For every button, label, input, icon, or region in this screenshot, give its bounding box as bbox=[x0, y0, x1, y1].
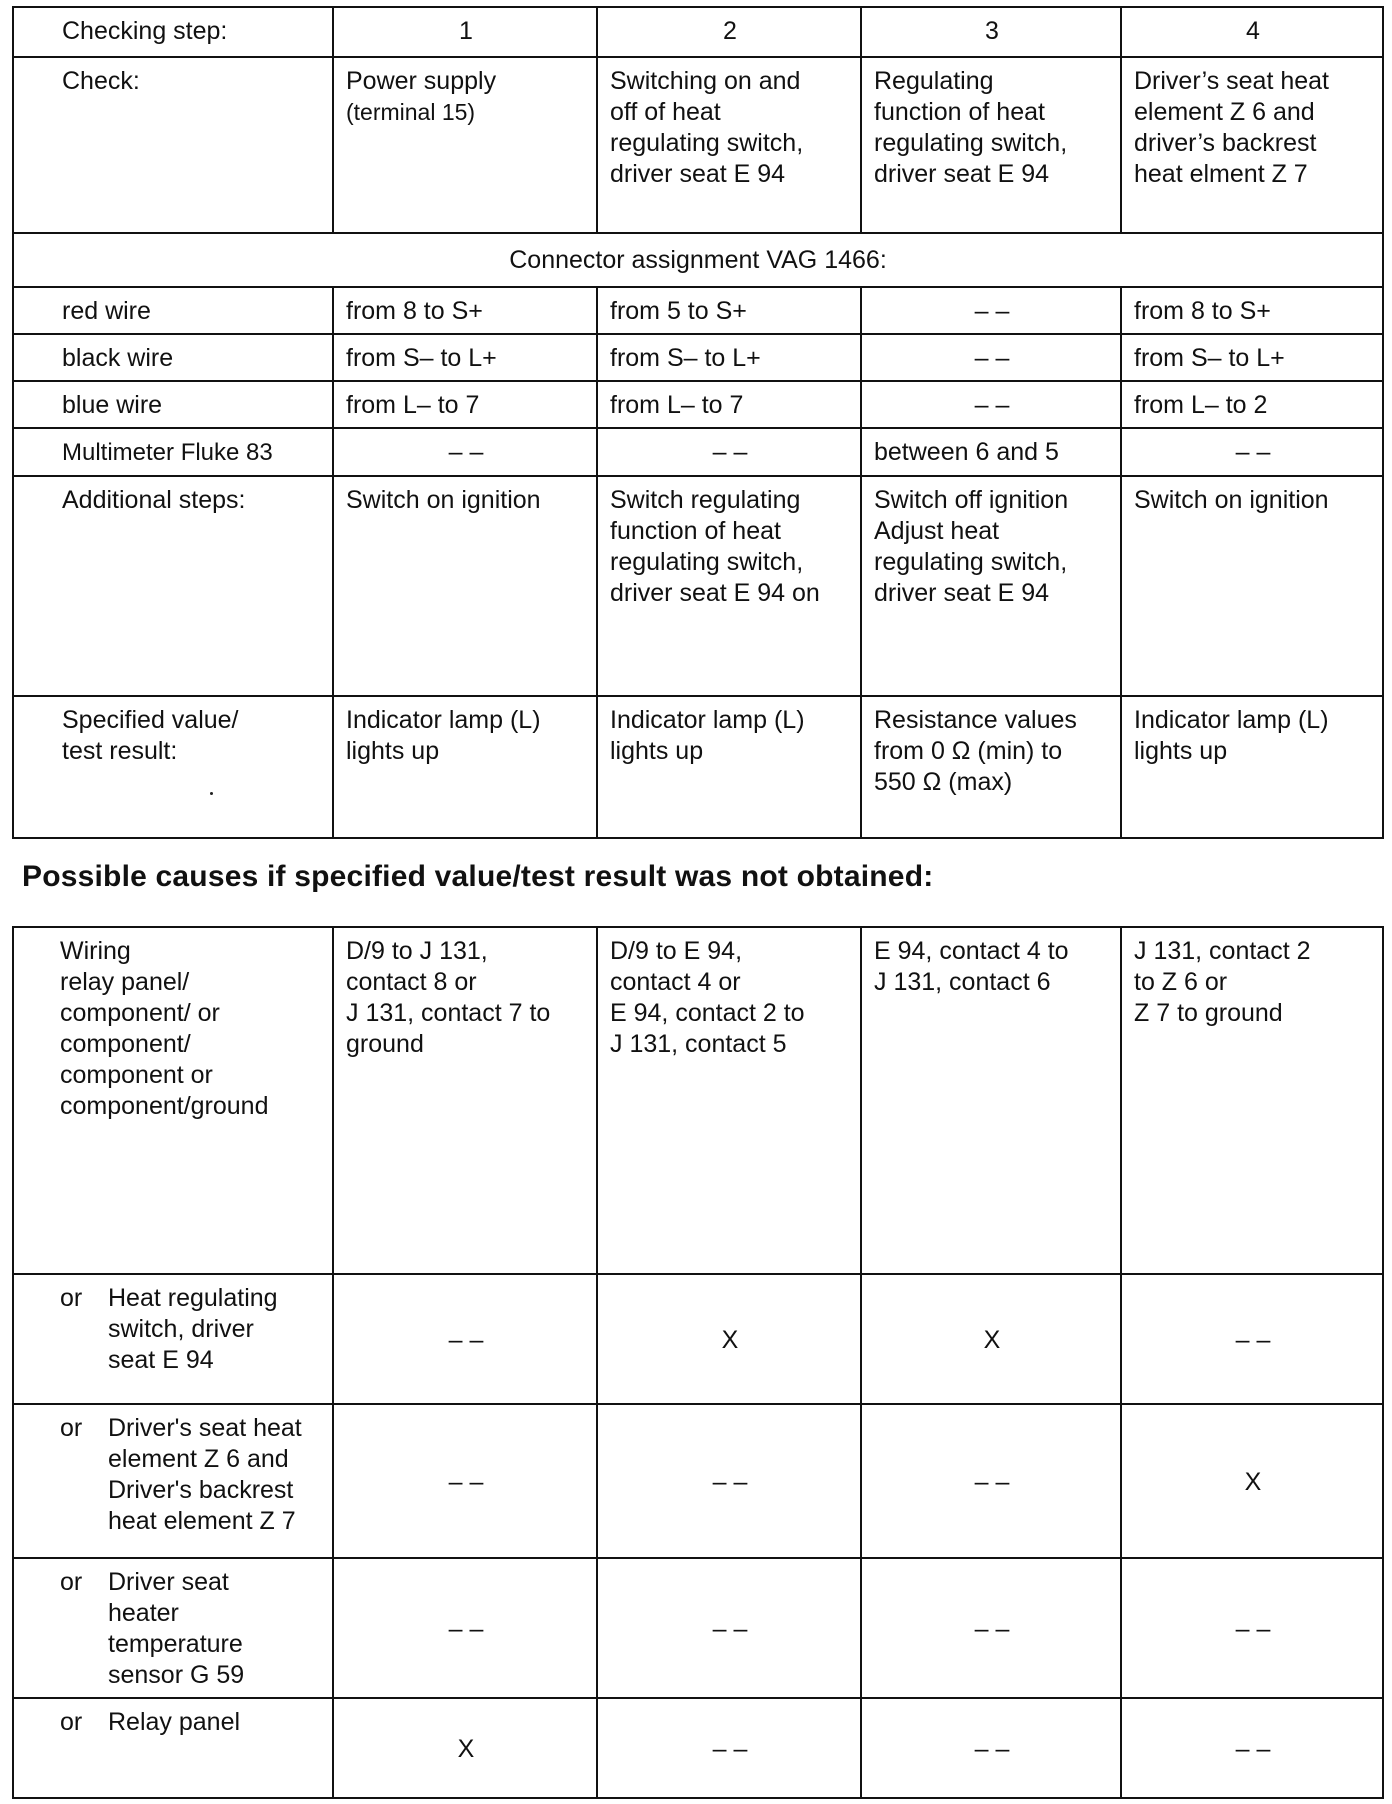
test-procedure-table bbox=[12, 6, 1384, 839]
specified-value-step-3-line: from 0 Ω (min) to bbox=[874, 737, 1063, 765]
check-step-3 bbox=[861, 57, 1121, 233]
additional-step-3-line: Adjust heat bbox=[874, 517, 1000, 545]
red-wire-step-2: from 5 to S+ bbox=[597, 287, 861, 334]
cause-label-line: Heat regulating bbox=[108, 1284, 278, 1312]
or-word: or bbox=[60, 1568, 83, 1596]
check-step-3-line: Regulating bbox=[874, 67, 994, 95]
heat-element-step-4: X bbox=[1121, 1404, 1383, 1558]
wiring-step-3 bbox=[861, 927, 1121, 1274]
temp-sensor-step-2: – – bbox=[597, 1558, 861, 1698]
check-step-1 bbox=[333, 57, 597, 233]
multimeter-step-3: between 6 and 5 bbox=[861, 428, 1121, 476]
red-wire-step-3: – – bbox=[861, 287, 1121, 334]
wiring-step-2-line: D/9 to E 94, bbox=[610, 937, 743, 965]
blue-wire-step-1: from L– to 7 bbox=[333, 381, 597, 428]
check-step-1-line: (terminal 15) bbox=[346, 99, 476, 125]
red-wire-label: red wire bbox=[13, 287, 333, 334]
wiring-step-4 bbox=[1121, 927, 1383, 1274]
specified-value-step-3-line: 550 Ω (max) bbox=[874, 768, 1013, 796]
heat-switch-step-2: X bbox=[597, 1274, 861, 1404]
additional-step-2 bbox=[597, 476, 861, 696]
cause-label-line: temperature bbox=[108, 1630, 243, 1658]
cause-label-line: switch, driver bbox=[108, 1315, 254, 1343]
wiring-step-1-line: contact 8 or bbox=[346, 968, 477, 996]
specified-value-step-3-line: Resistance values bbox=[874, 706, 1077, 734]
cause-label-line: Driver's seat heat bbox=[108, 1414, 302, 1442]
wiring-label-line: component or bbox=[60, 1061, 213, 1089]
check-step-2-line: off of heat bbox=[610, 98, 721, 126]
additional-step-3-line: regulating switch, bbox=[874, 548, 1068, 576]
checking-step-label: Checking step: bbox=[13, 7, 333, 57]
multimeter-step-2: – – bbox=[597, 428, 861, 476]
step-3-header: 3 bbox=[861, 7, 1121, 57]
black-wire-step-1: from S– to L+ bbox=[333, 334, 597, 381]
cause-label-temp-sensor bbox=[13, 1558, 333, 1698]
additional-step-1 bbox=[333, 476, 597, 696]
cause-label-line: Relay panel bbox=[108, 1708, 241, 1736]
multimeter-step-4: – – bbox=[1121, 428, 1383, 476]
cause-label-heat-switch bbox=[13, 1274, 333, 1404]
possible-causes-table bbox=[12, 926, 1384, 1799]
specified-value-step-3 bbox=[861, 696, 1121, 838]
heat-element-step-3: – – bbox=[861, 1404, 1121, 1558]
blue-wire-label: blue wire bbox=[13, 381, 333, 428]
additional-step-3-line: Switch off ignition bbox=[874, 486, 1069, 514]
wiring-step-1-line: D/9 to J 131, bbox=[346, 937, 488, 965]
heat-element-step-2: – – bbox=[597, 1404, 861, 1558]
specified-value-row bbox=[13, 696, 1383, 838]
check-step-2-line: driver seat E 94 bbox=[610, 160, 786, 188]
cause-label-relay-panel bbox=[13, 1698, 333, 1798]
temp-sensor-step-4: – – bbox=[1121, 1558, 1383, 1698]
connector-title-row bbox=[13, 233, 1383, 287]
black-wire-step-4: from S– to L+ bbox=[1121, 334, 1383, 381]
multimeter-label: Multimeter Fluke 83 bbox=[13, 428, 333, 476]
wiring-step-1-line: ground bbox=[346, 1030, 424, 1058]
possible-causes-heading: Possible causes if specified value/test result was not obtained: bbox=[22, 860, 934, 893]
check-step-3-line: driver seat E 94 bbox=[874, 160, 1050, 188]
or-word: or bbox=[60, 1284, 83, 1312]
multimeter-row bbox=[13, 428, 1383, 476]
connector-assignment-title: Connector assignment VAG 1466: bbox=[13, 233, 1383, 287]
check-step-2-line: regulating switch, bbox=[610, 129, 804, 157]
check-step-2 bbox=[597, 57, 861, 233]
heat-switch-step-3: X bbox=[861, 1274, 1121, 1404]
cause-row-heat-element bbox=[13, 1404, 1383, 1558]
wiring-step-1 bbox=[333, 927, 597, 1274]
red-wire-row bbox=[13, 287, 1383, 334]
check-row bbox=[13, 57, 1383, 233]
specified-value-step-4-line: lights up bbox=[1134, 737, 1228, 765]
black-wire-row bbox=[13, 334, 1383, 381]
heat-element-step-1: – – bbox=[333, 1404, 597, 1558]
cause-label-line: heat element Z 7 bbox=[108, 1507, 296, 1535]
additional-step-4 bbox=[1121, 476, 1383, 696]
or-word: or bbox=[60, 1414, 83, 1442]
wiring-label bbox=[13, 927, 333, 1274]
check-label: Check: bbox=[13, 57, 333, 233]
check-step-4-line: element Z 6 and bbox=[1134, 98, 1315, 126]
wiring-label-line: component/ground bbox=[60, 1092, 269, 1120]
step-4-header: 4 bbox=[1121, 7, 1383, 57]
cause-label-heat-element bbox=[13, 1404, 333, 1558]
blue-wire-step-3: – – bbox=[861, 381, 1121, 428]
temp-sensor-step-1: – – bbox=[333, 1558, 597, 1698]
check-step-3-line: function of heat bbox=[874, 98, 1045, 126]
wiring-step-2-line: contact 4 or bbox=[610, 968, 741, 996]
check-step-4-line: heat elment Z 7 bbox=[1134, 160, 1308, 188]
additional-step-2-line: function of heat bbox=[610, 517, 781, 545]
specified-value-step-1 bbox=[333, 696, 597, 838]
specified-value-step-4 bbox=[1121, 696, 1383, 838]
stray-dot bbox=[210, 792, 213, 795]
red-wire-step-1: from 8 to S+ bbox=[333, 287, 597, 334]
black-wire-step-2: from S– to L+ bbox=[597, 334, 861, 381]
specified-value-label-line: Specified value/ bbox=[62, 706, 239, 734]
relay-panel-step-3: – – bbox=[861, 1698, 1121, 1798]
relay-panel-step-1: X bbox=[333, 1698, 597, 1798]
wiring-step-3-line: E 94, contact 4 to bbox=[874, 937, 1069, 965]
additional-step-2-line: Switch regulating bbox=[610, 486, 801, 514]
wiring-step-2-line: J 131, contact 5 bbox=[610, 1030, 787, 1058]
check-step-4 bbox=[1121, 57, 1383, 233]
blue-wire-step-2: from L– to 7 bbox=[597, 381, 861, 428]
wiring-row bbox=[13, 927, 1383, 1274]
multimeter-step-1: – – bbox=[333, 428, 597, 476]
cause-label-line: Driver's backrest bbox=[108, 1476, 294, 1504]
heat-switch-step-4: – – bbox=[1121, 1274, 1383, 1404]
wiring-step-4-line: to Z 6 or bbox=[1134, 968, 1228, 996]
wiring-label-line: Wiring bbox=[60, 937, 131, 965]
wiring-step-1-line: J 131, contact 7 to bbox=[346, 999, 551, 1027]
blue-wire-step-4: from L– to 2 bbox=[1121, 381, 1383, 428]
additional-step-4-line: Switch on ignition bbox=[1134, 486, 1329, 514]
check-step-4-line: Driver’s seat heat bbox=[1134, 67, 1329, 95]
specified-value-step-4-line: Indicator lamp (L) bbox=[1134, 706, 1329, 734]
wiring-step-3-line: J 131, contact 6 bbox=[874, 968, 1051, 996]
specified-value-label-line: test result: bbox=[62, 737, 178, 765]
relay-panel-step-4: – – bbox=[1121, 1698, 1383, 1798]
specified-value-label bbox=[13, 696, 333, 838]
red-wire-step-4: from 8 to S+ bbox=[1121, 287, 1383, 334]
check-step-3-line: regulating switch, bbox=[874, 129, 1068, 157]
cause-label-line: Driver seat bbox=[108, 1568, 229, 1596]
black-wire-label: black wire bbox=[13, 334, 333, 381]
cause-row-heat-switch bbox=[13, 1274, 1383, 1404]
additional-steps-row bbox=[13, 476, 1383, 696]
step-1-header: 1 bbox=[333, 7, 597, 57]
or-word: or bbox=[60, 1708, 83, 1736]
specified-value-step-2 bbox=[597, 696, 861, 838]
temp-sensor-step-3: – – bbox=[861, 1558, 1121, 1698]
step-2-header: 2 bbox=[597, 7, 861, 57]
check-step-2-line: Switching on and bbox=[610, 67, 801, 95]
wiring-step-4-line: Z 7 to ground bbox=[1134, 999, 1283, 1027]
specified-value-step-1-line: Indicator lamp (L) bbox=[346, 706, 541, 734]
cause-label-line: seat E 94 bbox=[108, 1346, 214, 1374]
wiring-step-4-line: J 131, contact 2 bbox=[1134, 937, 1311, 965]
additional-step-3-line: driver seat E 94 bbox=[874, 579, 1050, 607]
cause-label-line: sensor G 59 bbox=[108, 1661, 245, 1689]
wiring-step-2 bbox=[597, 927, 861, 1274]
additional-step-1-line: Switch on ignition bbox=[346, 486, 541, 514]
cause-label-line: element Z 6 and bbox=[108, 1445, 289, 1473]
relay-panel-step-2: – – bbox=[597, 1698, 861, 1798]
wiring-label-line: component/ or bbox=[60, 999, 220, 1027]
specified-value-step-1-line: lights up bbox=[346, 737, 440, 765]
black-wire-step-3: – – bbox=[861, 334, 1121, 381]
additional-step-3 bbox=[861, 476, 1121, 696]
wiring-step-2-line: E 94, contact 2 to bbox=[610, 999, 805, 1027]
additional-step-2-line: driver seat E 94 on bbox=[610, 579, 820, 607]
cause-label-line: heater bbox=[108, 1599, 179, 1627]
heat-switch-step-1: – – bbox=[333, 1274, 597, 1404]
additional-steps-label: Additional steps: bbox=[13, 476, 333, 696]
cause-row-relay-panel bbox=[13, 1698, 1383, 1798]
check-step-4-line: driver’s backrest bbox=[1134, 129, 1317, 157]
wiring-label-line: component/ bbox=[60, 1030, 191, 1058]
blue-wire-row bbox=[13, 381, 1383, 428]
specified-value-step-2-line: lights up bbox=[610, 737, 704, 765]
specified-value-step-2-line: Indicator lamp (L) bbox=[610, 706, 805, 734]
check-step-1-line: Power supply bbox=[346, 67, 497, 95]
wiring-label-line: relay panel/ bbox=[60, 968, 190, 996]
cause-row-temp-sensor bbox=[13, 1558, 1383, 1698]
additional-step-2-line: regulating switch, bbox=[610, 548, 804, 576]
checking-step-row bbox=[13, 7, 1383, 57]
